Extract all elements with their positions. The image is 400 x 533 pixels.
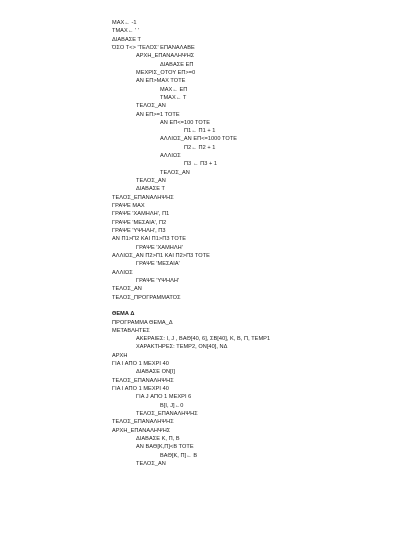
code-line: ΑΝ ΕΠ>ΜΑΧ ΤΟΤΕ: [136, 78, 186, 85]
code-line: ΤΕΛΟΣ_ΕΠΑΝΑΛΗΨΗΣ: [112, 419, 174, 426]
code-line: ΓΡΑΨΕ 'ΜΕΣΑΙΑ', Π2: [112, 219, 167, 226]
code-line: ΓΙΑ Ι ΑΠΟ 1 ΜΕΧΡΙ 40: [112, 386, 169, 393]
code-line: ΔΙΑΒΑΣΕ Κ, Π, Β: [136, 436, 180, 442]
code-line: ΑΡΧΗ_ΕΠΑΝΑΛΗΨΗΣ: [136, 53, 195, 60]
code-line: ΑΝ ΕΠ<=100 ΤΟΤΕ: [160, 119, 210, 126]
code-line: ΤΕΛΟΣ_ΑΝ: [112, 286, 142, 293]
code-line: ΑΛΛΙΩΣ: [160, 153, 181, 160]
code-line: ΌΣΟ Τ<> 'ΤΕΛΟΣ' ΕΠΑΝΑΛΑΒΕ: [112, 44, 195, 51]
code-line: ΓΡΑΨΕ 'ΥΨΗΛΗ', Π3: [112, 228, 166, 234]
code-line: ΤΕΛΟΣ_ΠΡΟΓΡΑΜΜΑΤΟΣ: [112, 294, 181, 301]
code-line: ΤΕΛΟΣ_ΑΝ: [136, 178, 166, 185]
code-line: ΓΡΑΨΕ 'ΧΑΜΗΛΗ', Π1: [112, 211, 170, 218]
code-line: ΑΡΧΗ: [112, 352, 128, 359]
code-line: ΓΡΑΨΕ 'ΧΑΜΗΛΗ': [136, 244, 183, 251]
code-line: ΑΝ ΕΠ>=1 ΤΟΤΕ: [136, 111, 180, 118]
code-line: Π2← Π2 + 1: [184, 144, 216, 151]
code-line: ΔΙΑΒΑΣΕ ΕΠ: [160, 61, 194, 68]
code-line: ΧΑΡΑΚΤΗΡΕΣ: ΤΕΜΡ2, ΟΝ[40], ΝΔ: [136, 344, 228, 351]
code-line: ΤΕΛΟΣ_ΑΝ: [136, 103, 166, 110]
code-line: ΤΕΛΟΣ_ΕΠΑΝΑΛΗΨΗΣ: [112, 377, 174, 384]
code-line: ΑΝ Π1>Π2 ΚΑΙ Π1>Π3 ΤΟΤΕ: [112, 236, 187, 243]
code-line: ΜΑΧ← -1: [112, 20, 137, 26]
code-line: Β[Ι, J]←0: [160, 402, 184, 409]
code-line: ΤΜΑΧ← ' ': [112, 28, 139, 35]
code-line: ΓΙΑ Ι ΑΠΟ 1 ΜΕΧΡΙ 40: [112, 361, 169, 368]
section-heading: ΘΕΜΑ Δ: [112, 311, 135, 318]
code-line: ΓΡΑΨΕ ΜΑΧ: [112, 203, 145, 210]
code-line: ΑΚΕΡΑΙΕΣ: I, J , ΒΑΘ[40, 6], ΣΒ[40], Κ, Β, Π, ΤΕΜΡ1: [136, 336, 271, 343]
code-line: ΤΕΛΟΣ_ΑΝ: [136, 460, 166, 467]
code-line: ΓΡΑΨΕ 'ΥΨΗΛΗ': [136, 277, 180, 284]
code-line: ΑΛΛΙΩΣ_ΑΝ ΕΠ<=1000 ΤΟΤΕ: [160, 136, 237, 143]
code-line: ΔΙΑΒΑΣΕ Τ: [112, 36, 141, 43]
code-line: ΑΝ ΒΑΘ[Κ,Π]<Β ΤΟΤΕ: [136, 444, 194, 451]
code-line: ΤΕΛΟΣ_ΕΠΑΝΑΛΗΨΗΣ: [136, 411, 198, 418]
code-line: ΒΑΘ[Κ, Π]← Β: [160, 452, 198, 459]
code-line: ΠΡΟΓΡΑΜΜΑ ΘΕΜΑ_Δ: [112, 319, 173, 326]
code-line: ΑΡΧΗ_ΕΠΑΝΑΛΗΨΗΣ: [112, 427, 171, 434]
code-line: ΜΑΧ← ΕΠ: [160, 86, 188, 93]
code-line: Π3 ← Π3 + 1: [184, 161, 218, 168]
code-line: ΔΙΑΒΑΣΕ Τ: [136, 186, 165, 193]
code-line: ΤΜΑΧ← Τ: [160, 94, 187, 101]
code-line: ΑΛΛΙΩΣ: [112, 269, 133, 276]
code-line: ΔΙΑΒΑΣΕ ΟΝ[Ι]: [136, 369, 175, 376]
code-line: ΤΕΛΟΣ_ΕΠΑΝΑΛΗΨΗΣ: [112, 194, 174, 201]
code-line: ΓΡΑΨΕ 'ΜΕΣΑΙΑ': [136, 261, 180, 268]
code-line: ΑΛΛΙΩΣ_ΑΝ Π2>Π1 ΚΑΙ Π2>Π3 ΤΟΤΕ: [112, 252, 210, 259]
code-line: Π1← Π1 + 1: [184, 128, 216, 135]
code-line: ΜΕΧΡΙΣ_ΟΤΟΥ ΕΠ>=0: [136, 69, 196, 76]
code-line: ΤΕΛΟΣ_ΑΝ: [160, 169, 190, 176]
code-line: ΓΙΑ J ΑΠΟ 1 ΜΕΧΡΙ 6: [136, 394, 192, 401]
code-line: ΜΕΤΑΒΛΗΤΕΣ: [112, 327, 150, 334]
